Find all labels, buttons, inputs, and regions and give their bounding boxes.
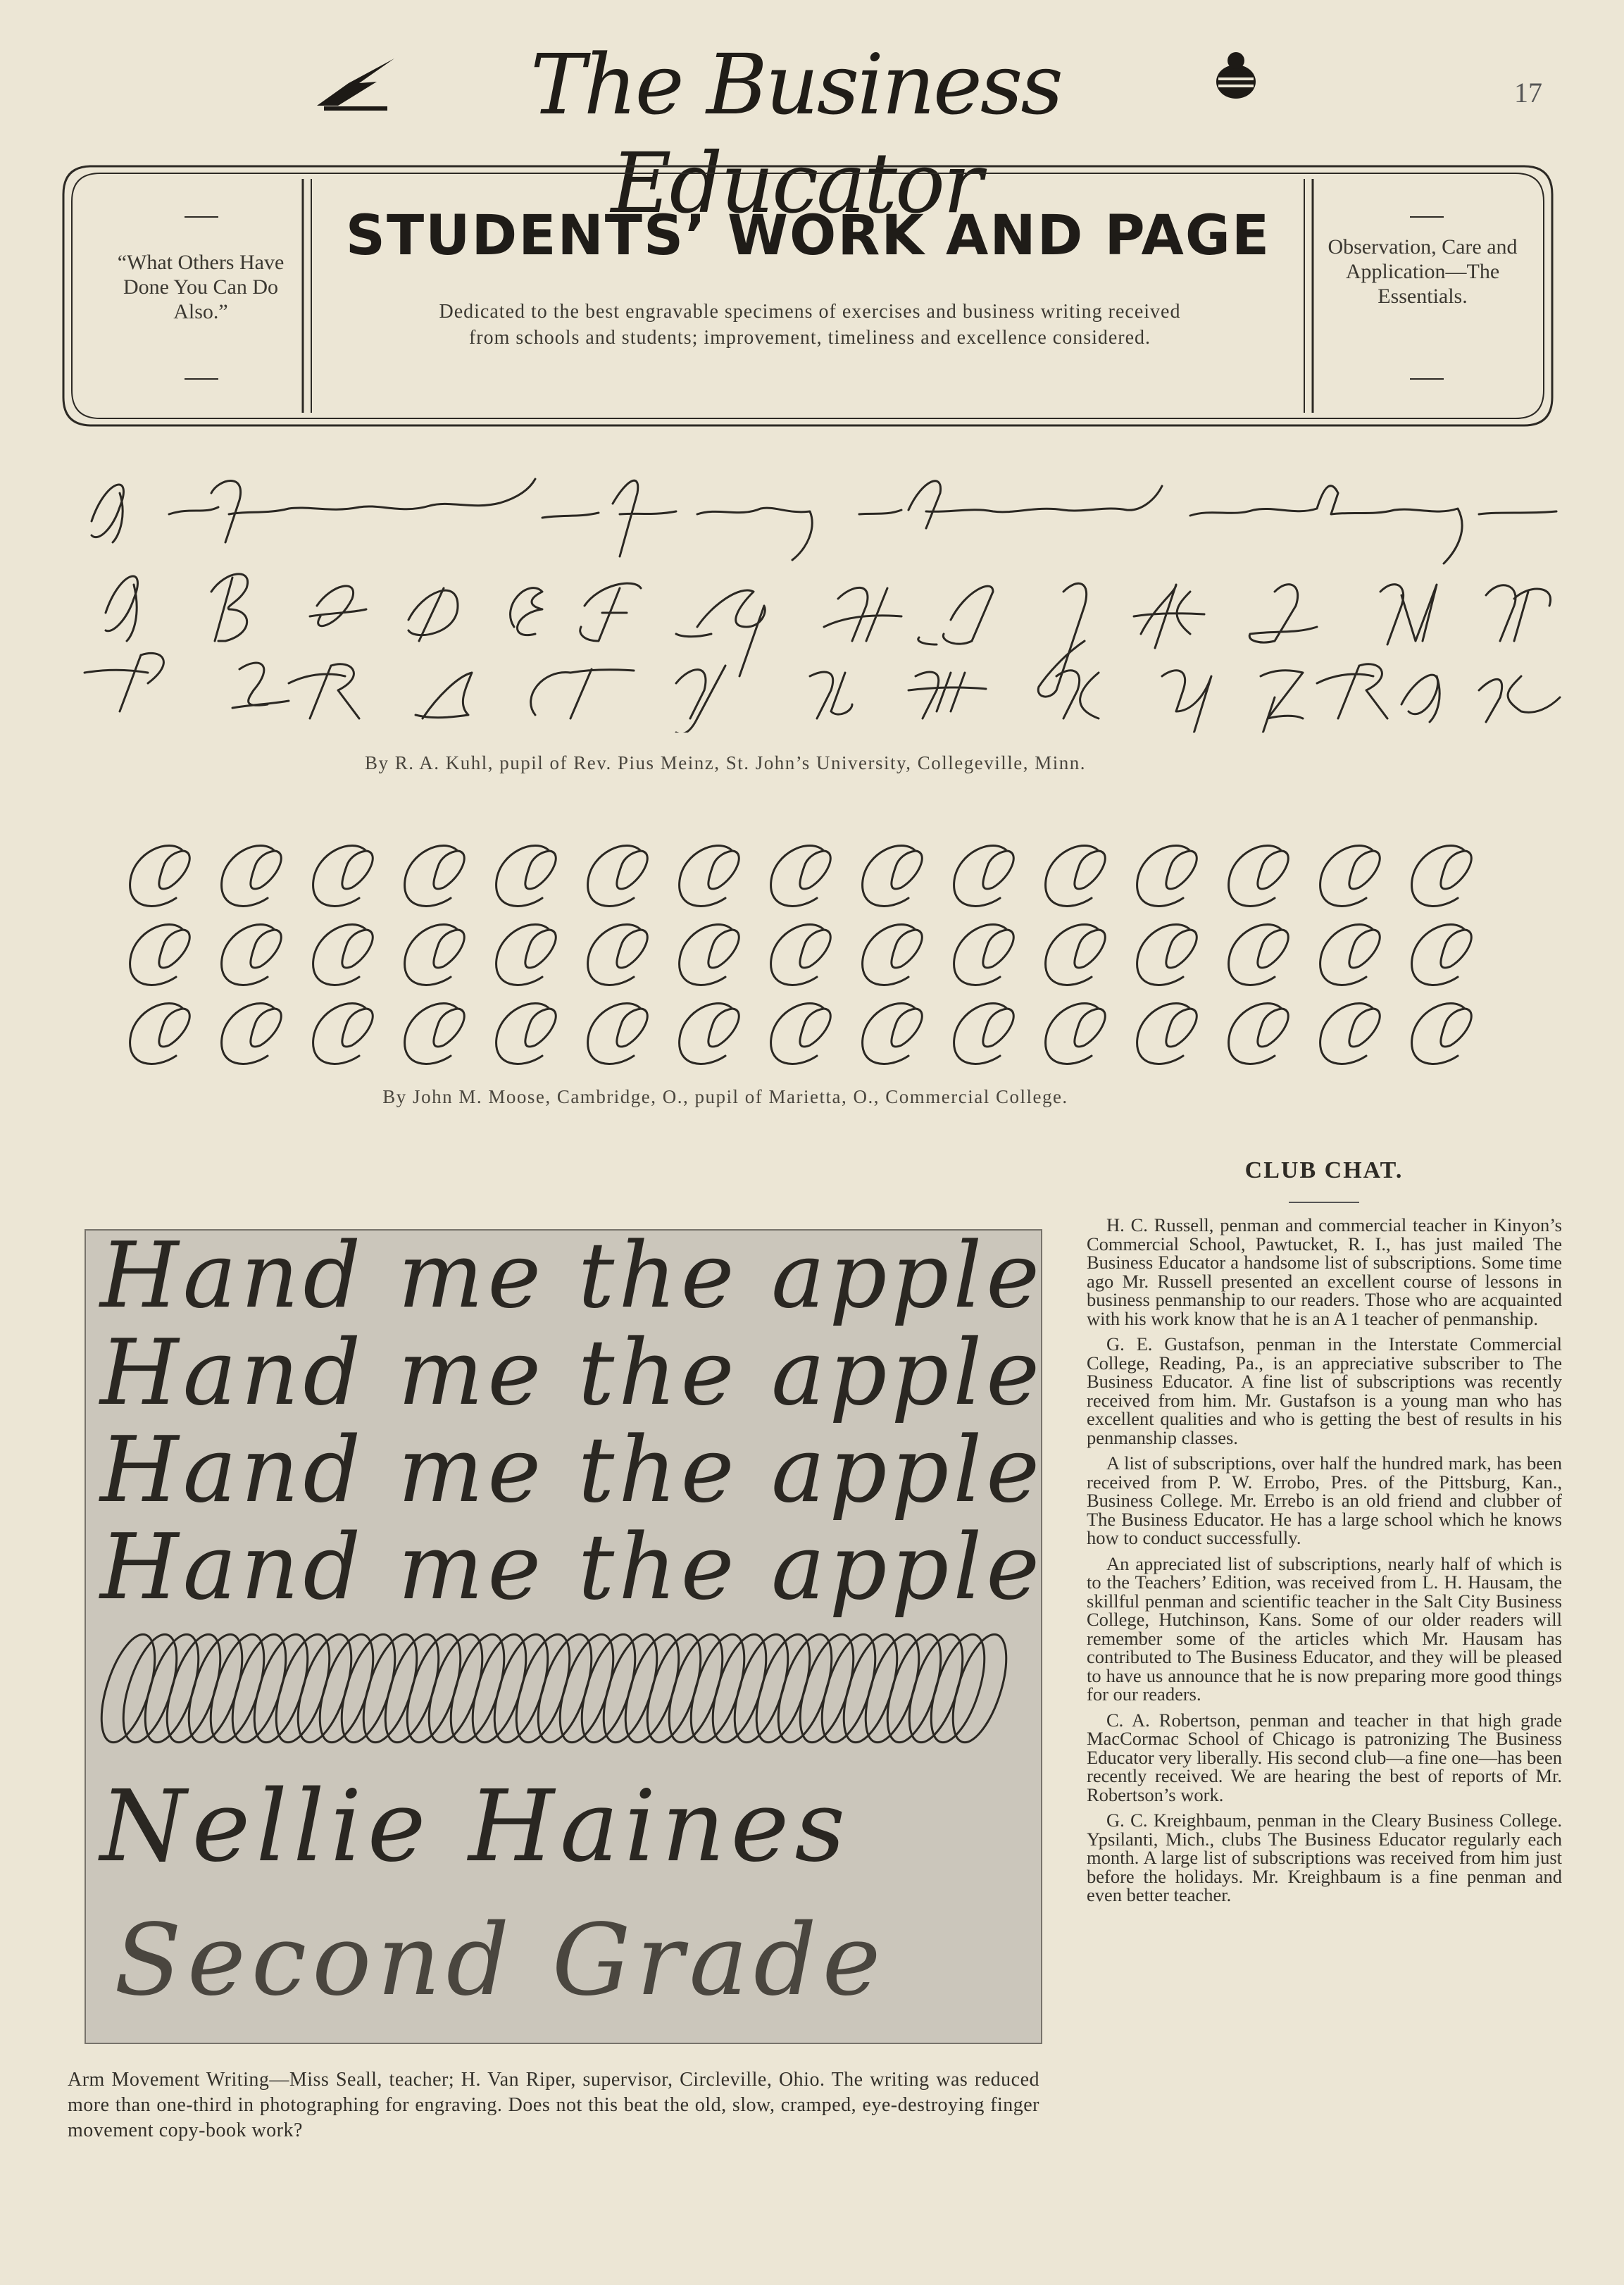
capital-c-drill-stroke <box>680 924 739 985</box>
capital-c-drill-stroke <box>1320 1003 1380 1064</box>
capital-c-drill-stroke <box>1412 924 1472 985</box>
club-chat-paragraph: H. C. Russell, penman and commercial teacher in Kinyon’s Commercial School, Pawtucket, R. I., has just mailed The Business Educator a handsome list of subscriptions. Some time ago Mr. Russell presented an excellent course of lessons in business penmanship to our readers. Those who are acquainted with his work know that he is an A 1 teacher of penmanship. <box>1087 1214 1562 1329</box>
kuhl-script-specimen <box>77 465 1563 733</box>
capital-c-drill-stroke <box>1412 845 1472 906</box>
section-title: STUDENTS’ WORK AND PAGE <box>345 204 1271 268</box>
photo-signature: Nellie Haines <box>100 1769 851 1884</box>
photo-line: Hand me the apple <box>100 1418 1044 1523</box>
club-chat-paragraph: C. A. Robertson, penman and teacher in that high grade MacCormac School of Chicago is patronizing The Business Educator very liberally. His second club—a fine one—has been recently received. We are hearing the best of reports of Mr. Robertson’s work. <box>1087 1709 1562 1805</box>
club-chat-paragraph: G. E. Gustafson, penman in the Interstate Commercial College, Reading, Pa., is an appreciative subscriber to The Business Educator. A fine list of subscriptions was recently received from him. Mr. Gustafson is a young man who has excellent qualities and who is getting the best of results in his penmanship classes. <box>1087 1333 1562 1448</box>
photo-grade: Second Grade <box>114 1903 887 2018</box>
club-chat-paragraph: G. C. Kreighbaum, penman in the Cleary Business College. Ypsilanti, Mich., clubs The Business Educator regularly each month. A large list of subscriptions was received from him just before the holidays. Mr. Kreighbaum is a fine penman and even better teacher. <box>1087 1810 1562 1905</box>
capital-c-drill-stroke <box>130 845 190 906</box>
capital-c-drill-stroke <box>863 1003 923 1064</box>
masthead-title: The Business Educator <box>530 36 1061 232</box>
capital-c-drill-stroke <box>496 1003 556 1064</box>
capital-c-drill-stroke <box>313 845 373 906</box>
capital-c-drill-stroke <box>222 1003 282 1064</box>
capital-c-drill-stroke <box>954 845 1014 906</box>
quill-icon <box>310 55 401 111</box>
club-chat-rule <box>1289 1202 1359 1203</box>
capital-c-drill-stroke <box>1137 1003 1197 1064</box>
capital-c-drill-stroke <box>680 1003 739 1064</box>
capital-c-drill-stroke <box>222 924 282 985</box>
capital-c-drill-stroke <box>1046 924 1106 985</box>
capital-c-drill-stroke <box>771 924 831 985</box>
bee-emblem-icon <box>1211 48 1261 104</box>
capital-c-drill-stroke <box>1137 845 1197 906</box>
capital-c-drill-stroke <box>954 924 1014 985</box>
capital-c-drill-stroke <box>405 1003 465 1064</box>
club-chat-title: CLUB CHAT. <box>1244 1157 1404 1183</box>
moose-credit-caption: By John M. Moose, Cambridge, O., pupil of Marietta, O., Commercial College. <box>382 1086 1068 1107</box>
capital-c-drill-stroke <box>588 924 648 985</box>
capital-c-drill-stroke <box>1320 924 1380 985</box>
capital-c-drill-stroke <box>954 1003 1014 1064</box>
capital-c-drill-stroke <box>496 845 556 906</box>
capital-c-drill-stroke <box>588 845 648 906</box>
capital-c-drill-stroke <box>313 924 373 985</box>
capital-c-drill-stroke <box>1229 924 1289 985</box>
oval-drill <box>100 1625 1030 1752</box>
capital-c-drill-stroke <box>1229 1003 1289 1064</box>
capital-c-drill-stroke <box>1229 845 1289 906</box>
club-chat-paragraph: A list of subscriptions, over half the hundred mark, has been received from P. W. Errobo, Pres. of the Pittsburg, Kan., Business College. Mr. Errebo is an old friend and clubber of The Business Educator. He has a large school which he knows how to conduct successfully. <box>1087 1452 1562 1548</box>
page-number: 17 <box>1514 77 1542 108</box>
capital-c-drill-stroke <box>1046 845 1106 906</box>
capital-c-drill-stroke <box>1320 845 1380 906</box>
capital-c-drill-stroke <box>130 924 190 985</box>
capital-c-drill-stroke <box>1412 1003 1472 1064</box>
capital-c-drill-stroke <box>680 845 739 906</box>
section-description: Dedicated to the best engravable specimens of exercises and business writing received from schools and students; improvement, timeliness and excellence considered. <box>439 301 1181 349</box>
capital-c-drill-stroke <box>405 924 465 985</box>
club-chat-body <box>1087 1216 1562 1912</box>
capital-c-drill-stroke <box>405 845 465 906</box>
capital-c-drill-stroke <box>771 845 831 906</box>
photo-line: Hand me the apple <box>100 1515 1044 1620</box>
capital-c-drill-stroke <box>771 1003 831 1064</box>
student-writing-photo <box>85 1224 1044 2044</box>
capital-c-drill-stroke <box>1046 1003 1106 1064</box>
moose-c-drill-specimen <box>120 831 1514 1071</box>
capital-c-drill-stroke <box>863 924 923 985</box>
kuhl-credit-caption: By R. A. Kuhl, pupil of Rev. Pius Meinz, St. John’s University, Collegeville, Minn. <box>364 752 1086 773</box>
right-motto: Observation, Care and Application—The Essentials. <box>1328 235 1518 308</box>
left-motto: “What Others Have Done You Can Do Also.” <box>117 251 285 323</box>
club-chat-paragraph: An appreciated list of subscriptions, nearly half of which is to the Teachers’ Edition, was received from L. H. Hausam, the skillful penman and scientific teacher in the Salt City Business College, Hutchinson, Kans. Some of our older readers will remember some of the articles which Mr. Hausam has contributed to The Business Educator, and they will be pleased to have us announce that he is now preparing more good things for our readers. <box>1087 1552 1562 1705</box>
capital-c-drill-stroke <box>496 924 556 985</box>
photo-line: Hand me the apple <box>100 1321 1044 1426</box>
photo-line: Hand me the apple <box>100 1224 1044 1328</box>
capital-c-drill-stroke <box>588 1003 648 1064</box>
capital-c-drill-stroke <box>1137 924 1197 985</box>
capital-c-drill-stroke <box>313 1003 373 1064</box>
photo-caption: Arm Movement Writing—Miss Seall, teacher; H. Van Riper, supervisor, Circleville, Ohio. The writing was reduced more than one-third in photographing for engraving. Does not this beat the old, slow, cramped, eye-destroying finger movement copy-book work? <box>68 2069 1039 2141</box>
capital-c-drill-stroke <box>863 845 923 906</box>
capital-c-drill-stroke <box>222 845 282 906</box>
oval-drill-loop <box>100 1629 165 1749</box>
capital-c-drill-stroke <box>130 1003 190 1064</box>
